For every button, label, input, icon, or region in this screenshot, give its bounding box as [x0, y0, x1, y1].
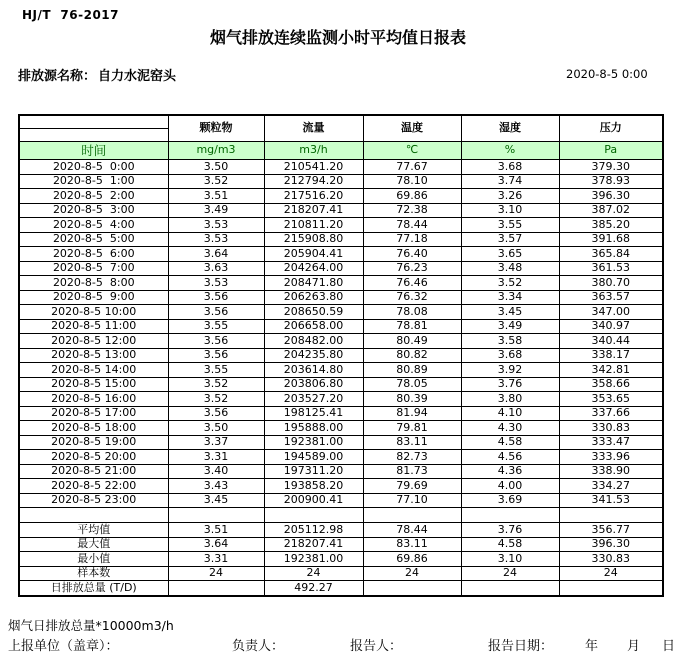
table-cell: 76.23 [363, 261, 461, 276]
table-row [19, 189, 663, 204]
time-cell: 2020-8-5 9:00 [19, 290, 168, 305]
header-spacer-cell [19, 115, 168, 129]
table-cell: 76.46 [363, 276, 461, 291]
time-cell: 2020-8-5 8:00 [19, 276, 168, 291]
summary-label-cell: 最小值 [19, 552, 168, 567]
time-cell: 2020-8-5 19:00 [19, 435, 168, 450]
table-cell: 3.51 [168, 189, 264, 204]
table-cell: 340.97 [559, 319, 663, 334]
table-row [19, 464, 663, 479]
col-header-particulate: 颗粒物 [168, 115, 264, 142]
table-row [19, 334, 663, 349]
table-cell: 3.55 [168, 363, 264, 378]
table-cell: 3.52 [168, 174, 264, 189]
table-cell: 340.44 [559, 334, 663, 349]
table-cell: 391.68 [559, 232, 663, 247]
emission-source-label: 排放源名称： [18, 69, 97, 84]
time-cell: 2020-8-5 23:00 [19, 493, 168, 508]
table-cell: 79.69 [363, 479, 461, 494]
col-header-temperature: 温度 [363, 115, 461, 142]
table-cell: 72.38 [363, 203, 461, 218]
table-cell: 342.81 [559, 363, 663, 378]
page-title: 烟气排放连续监测小时平均值日报表 [209, 28, 466, 47]
table-cell: 3.52 [168, 377, 264, 392]
table-cell: 333.47 [559, 435, 663, 450]
time-cell: 2020-8-5 12:00 [19, 334, 168, 349]
table-cell: 3.55 [168, 319, 264, 334]
table-cell: 78.44 [363, 218, 461, 233]
table-cell: 83.11 [363, 435, 461, 450]
table-cell: 69.86 [363, 552, 461, 567]
table-cell: 81.73 [363, 464, 461, 479]
table-cell: 205112.98 [264, 523, 363, 538]
table-cell: 80.82 [363, 348, 461, 363]
time-cell: 2020-8-5 13:00 [19, 348, 168, 363]
table-cell: 365.84 [559, 247, 663, 262]
table-cell: 205904.41 [264, 247, 363, 262]
table-cell: 3.76 [461, 523, 559, 538]
total-row-body [19, 581, 663, 596]
table-row [19, 261, 663, 276]
table-cell: 24 [168, 566, 264, 581]
table-cell: 3.64 [168, 247, 264, 262]
header-spacer-cell [19, 129, 168, 142]
month-label: 月 [627, 639, 641, 654]
table-cell: 78.81 [363, 319, 461, 334]
time-cell: 2020-8-5 17:00 [19, 406, 168, 421]
table-cell: 3.53 [168, 232, 264, 247]
table-cell: 3.63 [168, 261, 264, 276]
empty-cell [559, 508, 663, 523]
time-cell: 2020-8-5 15:00 [19, 377, 168, 392]
table-row [19, 319, 663, 334]
time-cell: 2020-8-5 14:00 [19, 363, 168, 378]
table-cell [363, 581, 461, 596]
table-cell: 3.52 [461, 276, 559, 291]
table-cell: 356.77 [559, 523, 663, 538]
time-cell: 2020-8-5 4:00 [19, 218, 168, 233]
table-cell: 194589.00 [264, 450, 363, 465]
table-cell: 24 [363, 566, 461, 581]
report-unit-label: 上报单位（盖章）： [8, 639, 119, 654]
table-cell: 363.57 [559, 290, 663, 305]
table-row [19, 232, 663, 247]
table-row [19, 392, 663, 407]
table-cell: 396.30 [559, 189, 663, 204]
table-cell: 192381.00 [264, 435, 363, 450]
table-cell: 379.30 [559, 160, 663, 175]
report-date-label: 报告日期： [488, 639, 554, 654]
table-cell: 338.90 [559, 464, 663, 479]
table-cell: 24 [559, 566, 663, 581]
empty-row [19, 508, 663, 523]
col-header-humidity: 湿度 [461, 115, 559, 142]
time-cell: 2020-8-5 6:00 [19, 247, 168, 262]
table-cell: 3.56 [168, 290, 264, 305]
table-cell: 334.27 [559, 479, 663, 494]
table-row [19, 363, 663, 378]
table-cell: 3.51 [168, 523, 264, 538]
table-cell: 3.53 [168, 218, 264, 233]
table-cell: 4.10 [461, 406, 559, 421]
table-cell: 78.08 [363, 305, 461, 320]
table-cell: 203614.80 [264, 363, 363, 378]
table-cell: 358.66 [559, 377, 663, 392]
table-cell: 3.40 [168, 464, 264, 479]
table-cell: 4.56 [461, 450, 559, 465]
time-cell: 2020-8-5 16:00 [19, 392, 168, 407]
summary-label-cell: 平均值 [19, 523, 168, 538]
table-row [19, 552, 663, 567]
table-cell: 208471.80 [264, 276, 363, 291]
table-cell: 330.83 [559, 421, 663, 436]
daily-total-flow-value: 492.27 [264, 581, 363, 596]
standard-code: HJ/T 76-2017 [22, 8, 120, 22]
table-cell: 3.37 [168, 435, 264, 450]
table-cell: 3.56 [168, 348, 264, 363]
time-cell: 2020-8-5 22:00 [19, 479, 168, 494]
table-cell: 78.05 [363, 377, 461, 392]
table-cell: 3.50 [168, 160, 264, 175]
table-cell: 3.69 [461, 493, 559, 508]
time-cell: 2020-8-5 3:00 [19, 203, 168, 218]
table-cell: 78.10 [363, 174, 461, 189]
table-cell: 203806.80 [264, 377, 363, 392]
table-row [19, 276, 663, 291]
table-cell: 24 [264, 566, 363, 581]
table-row [19, 523, 663, 538]
report-datetime: 2020-8-5 0:00 [566, 67, 648, 81]
table-cell: 3.50 [168, 421, 264, 436]
table-cell: 3.49 [461, 319, 559, 334]
table-row [19, 421, 663, 436]
table-cell [168, 581, 264, 596]
table-cell: 204264.00 [264, 261, 363, 276]
table-cell: 77.18 [363, 232, 461, 247]
table-cell: 80.49 [363, 334, 461, 349]
separator-rows [19, 508, 663, 523]
table-cell: 378.93 [559, 174, 663, 189]
table-cell: 206263.80 [264, 290, 363, 305]
table-cell: 330.83 [559, 552, 663, 567]
table-cell: 200900.41 [264, 493, 363, 508]
time-header-cell: 时间 [19, 142, 168, 160]
table-cell: 3.48 [461, 261, 559, 276]
emission-source-name: 自力水泥窑头 [98, 69, 177, 84]
table-cell: 215908.80 [264, 232, 363, 247]
table-row [19, 537, 663, 552]
table-row [19, 203, 663, 218]
table-cell: 361.53 [559, 261, 663, 276]
table-cell: 208650.59 [264, 305, 363, 320]
time-cell: 2020-8-5 7:00 [19, 261, 168, 276]
table-cell: 3.64 [168, 537, 264, 552]
table-cell: 3.58 [461, 334, 559, 349]
table-cell: 198125.41 [264, 406, 363, 421]
table-cell: 387.02 [559, 203, 663, 218]
table-cell: 3.56 [168, 406, 264, 421]
table-cell: 337.66 [559, 406, 663, 421]
time-cell: 2020-8-5 0:00 [19, 160, 168, 175]
table-row [19, 493, 663, 508]
table-cell [461, 581, 559, 596]
header-row [19, 115, 663, 129]
time-cell: 2020-8-5 21:00 [19, 464, 168, 479]
table-cell [559, 581, 663, 596]
table-cell: 208482.00 [264, 334, 363, 349]
table-cell: 3.34 [461, 290, 559, 305]
table-cell: 4.00 [461, 479, 559, 494]
table-cell: 4.36 [461, 464, 559, 479]
hourly-rows [19, 160, 663, 508]
table-cell: 76.32 [363, 290, 461, 305]
table-row [19, 247, 663, 262]
table-cell: 347.00 [559, 305, 663, 320]
table-cell: 77.67 [363, 160, 461, 175]
table-cell: 3.26 [461, 189, 559, 204]
table-cell: 3.76 [461, 377, 559, 392]
table-cell: 3.52 [168, 392, 264, 407]
table-cell: 210541.20 [264, 160, 363, 175]
col-header-flow: 流量 [264, 115, 363, 142]
table-cell: 338.17 [559, 348, 663, 363]
table-cell: 3.68 [461, 160, 559, 175]
table-cell: 333.96 [559, 450, 663, 465]
table-cell: 217516.20 [264, 189, 363, 204]
table-cell: 3.65 [461, 247, 559, 262]
table-cell: 24 [461, 566, 559, 581]
table-row [19, 479, 663, 494]
table-cell: 80.39 [363, 392, 461, 407]
time-cell: 2020-8-5 18:00 [19, 421, 168, 436]
day-label: 日 [662, 639, 676, 654]
table-cell: 3.68 [461, 348, 559, 363]
unit-cell-particulate: mg/m3 [168, 142, 264, 160]
table-cell: 3.31 [168, 552, 264, 567]
daily-total-label: 日排放总量 (T/D) [19, 581, 168, 596]
table-cell: 210811.20 [264, 218, 363, 233]
table-cell: 197311.20 [264, 464, 363, 479]
table-cell: 3.80 [461, 392, 559, 407]
time-cell: 2020-8-5 10:00 [19, 305, 168, 320]
summary-rows [19, 523, 663, 581]
table-cell: 3.55 [461, 218, 559, 233]
table-row [19, 450, 663, 465]
table-cell: 3.49 [168, 203, 264, 218]
responsible-person-label: 负责人： [232, 639, 285, 654]
footer-note: 烟气日排放总量*10000m3/h [8, 618, 174, 633]
table-row [19, 566, 663, 581]
table-row [19, 290, 663, 305]
empty-cell [19, 508, 168, 523]
table-cell: 76.40 [363, 247, 461, 262]
empty-cell [168, 508, 264, 523]
table-cell: 3.74 [461, 174, 559, 189]
table-cell: 385.20 [559, 218, 663, 233]
table-cell: 4.58 [461, 435, 559, 450]
time-cell: 2020-8-5 1:00 [19, 174, 168, 189]
time-cell: 2020-8-5 5:00 [19, 232, 168, 247]
table-cell: 81.94 [363, 406, 461, 421]
table-cell: 3.53 [168, 276, 264, 291]
table-cell: 3.92 [461, 363, 559, 378]
unit-cell-pressure: Pa [559, 142, 663, 160]
time-cell: 2020-8-5 2:00 [19, 189, 168, 204]
table-cell: 80.89 [363, 363, 461, 378]
table-cell: 4.58 [461, 537, 559, 552]
units-row [19, 142, 663, 160]
unit-cell-temperature: ℃ [363, 142, 461, 160]
table-cell: 195888.00 [264, 421, 363, 436]
table-cell: 4.30 [461, 421, 559, 436]
table-cell: 79.81 [363, 421, 461, 436]
table-cell: 3.45 [461, 305, 559, 320]
table-cell: 78.44 [363, 523, 461, 538]
table-cell: 193858.20 [264, 479, 363, 494]
col-header-pressure: 压力 [559, 115, 663, 142]
table-cell: 218207.41 [264, 537, 363, 552]
table-cell: 82.73 [363, 450, 461, 465]
table-cell: 396.30 [559, 537, 663, 552]
table-row [19, 348, 663, 363]
table-cell: 3.45 [168, 493, 264, 508]
table-cell: 341.53 [559, 493, 663, 508]
time-cell: 2020-8-5 20:00 [19, 450, 168, 465]
table-cell: 212794.20 [264, 174, 363, 189]
table-cell: 206658.00 [264, 319, 363, 334]
table-cell: 3.10 [461, 203, 559, 218]
table-row [19, 377, 663, 392]
table-cell: 218207.41 [264, 203, 363, 218]
table-row [19, 406, 663, 421]
table-cell: 203527.20 [264, 392, 363, 407]
unit-cell-humidity: % [461, 142, 559, 160]
report-table [18, 114, 664, 597]
table-cell: 3.56 [168, 334, 264, 349]
table-cell: 83.11 [363, 537, 461, 552]
table-row [19, 160, 663, 175]
table-row [19, 174, 663, 189]
table-cell: 353.65 [559, 392, 663, 407]
reporter-label: 报告人： [350, 639, 403, 654]
table-cell: 77.10 [363, 493, 461, 508]
header-rows [19, 115, 663, 160]
time-cell: 2020-8-5 11:00 [19, 319, 168, 334]
summary-label-cell: 最大值 [19, 537, 168, 552]
table-row [19, 305, 663, 320]
table-cell: 192381.00 [264, 552, 363, 567]
summary-label-cell: 样本数 [19, 566, 168, 581]
empty-cell [461, 508, 559, 523]
unit-cell-flow: m3/h [264, 142, 363, 160]
empty-cell [363, 508, 461, 523]
table-cell: 3.43 [168, 479, 264, 494]
table-cell: 380.70 [559, 276, 663, 291]
table-cell: 204235.80 [264, 348, 363, 363]
daily-total-row [19, 581, 663, 596]
table-cell: 3.10 [461, 552, 559, 567]
table-cell: 3.31 [168, 450, 264, 465]
table-row [19, 218, 663, 233]
year-label: 年 [585, 639, 599, 654]
empty-cell [264, 508, 363, 523]
table-cell: 3.57 [461, 232, 559, 247]
table-row [19, 435, 663, 450]
table-cell: 3.56 [168, 305, 264, 320]
table-cell: 69.86 [363, 189, 461, 204]
